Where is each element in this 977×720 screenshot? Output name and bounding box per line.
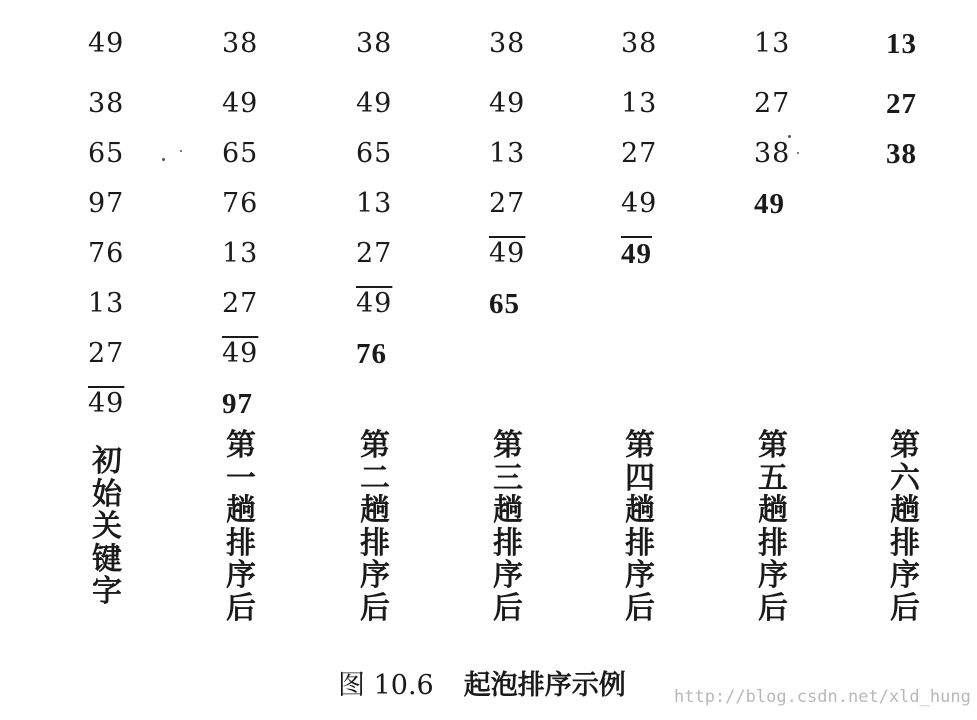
key-value: 13 [356,188,393,219]
key-value: 65 [356,138,393,169]
figure-caption [338,668,626,704]
key-value: 13 [489,138,526,169]
column-label: 第六趟排序后 [890,428,920,626]
key-value: 38 [356,28,393,59]
sorted-key-value: 97 [222,388,253,420]
key-value: 49 [222,88,259,119]
key-value: 49 [489,88,526,119]
key-value: 38 [621,28,658,59]
key-value: 13 [88,288,125,319]
key-value-overlined: 49 [222,338,259,369]
key-value: 27 [222,288,259,319]
column-label: 第二趟排序后 [360,428,390,626]
key-value-overlined: 49 [356,288,393,319]
column-label: 第三趟排序后 [493,428,523,626]
sorted-key-value: 27 [886,88,917,120]
sorted-key-value: 76 [356,338,387,370]
scan-speck [797,152,799,154]
sorted-key-value-overlined: 49 [621,238,652,270]
key-value: 27 [754,88,791,119]
key-value: 49 [356,88,393,119]
key-value: 65 [88,138,125,169]
key-value: 13 [754,28,791,59]
key-value: 38 [754,138,791,169]
scan-speck [162,158,165,161]
key-value: 27 [489,188,526,219]
key-value: 65 [222,138,259,169]
key-value: 27 [621,138,658,169]
key-value: 38 [222,28,259,59]
scan-speck [180,150,182,152]
key-value: 49 [88,28,125,59]
column-label: 第一趟排序后 [226,428,256,626]
key-value: 76 [88,238,125,269]
key-value: 38 [489,28,526,59]
sorted-key-value: 49 [754,188,785,220]
key-value: 27 [88,338,125,369]
scan-speck [788,135,791,138]
key-value: 76 [222,188,259,219]
source-watermark: http://blog.csdn.net/xld_hung [674,687,971,707]
key-value-overlined: 49 [489,238,526,269]
sorted-key-value: 65 [489,288,520,320]
key-value: 27 [356,238,393,269]
key-value: 38 [88,88,125,119]
key-value: 97 [88,188,125,219]
key-value-overlined: 49 [88,388,125,419]
key-value: 13 [621,88,658,119]
figure-number: 图 10.6 [338,670,434,701]
sorted-key-value: 38 [886,138,917,170]
figure-title: 起泡排序示例 [463,670,626,701]
column-label: 第五趟排序后 [758,428,788,626]
key-value: 49 [621,188,658,219]
key-value: 13 [222,238,259,269]
column-label: 初始关键字 [92,444,122,609]
column-label: 第四趟排序后 [625,428,655,626]
sorted-key-value: 13 [886,28,917,60]
